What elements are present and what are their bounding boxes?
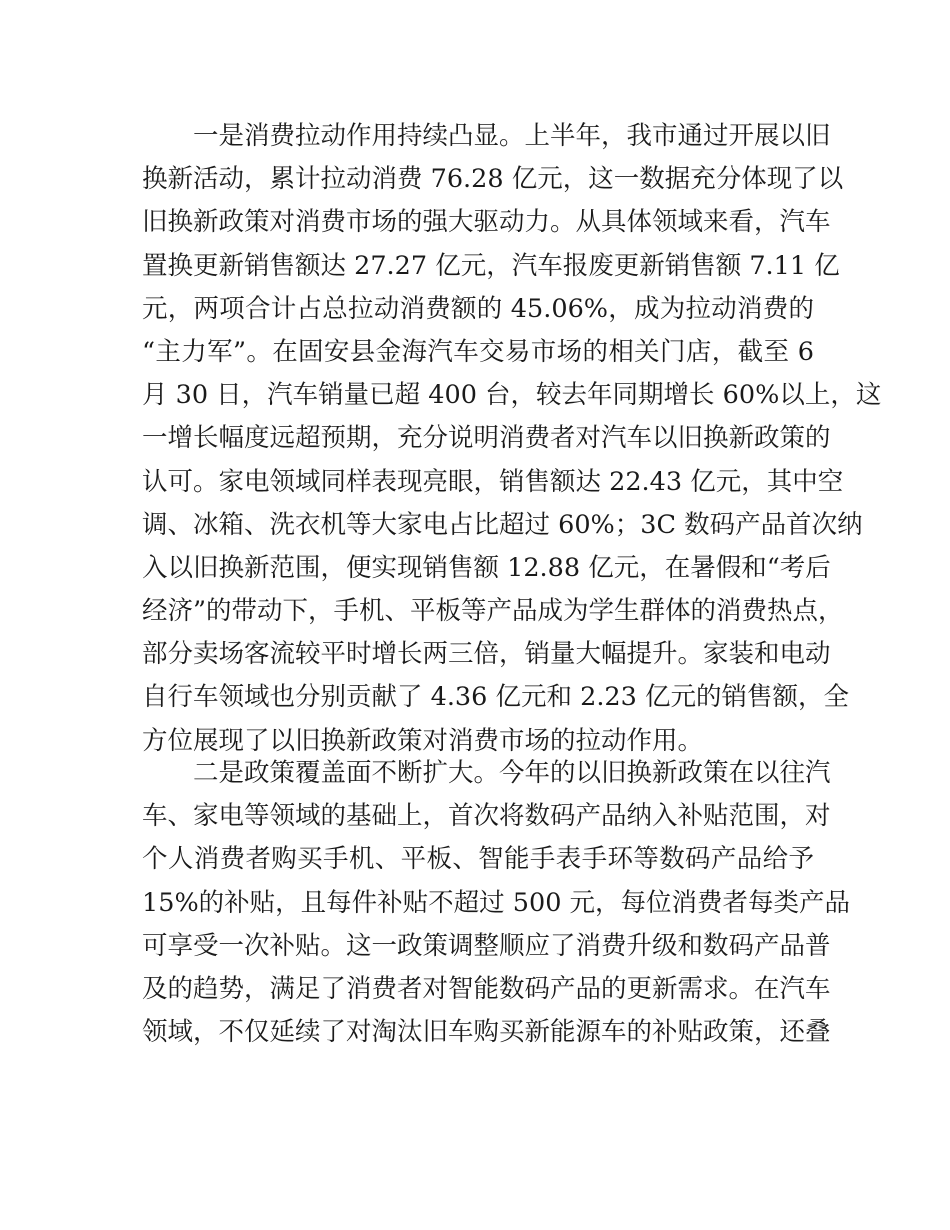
paragraph-line: 经济”的带动下，手机、平板等产品成为学生群体的消费热点， [142, 596, 844, 627]
paragraph-line: 15%的补贴，且每件补贴不超过 500 元，每位消费者每类产品 [142, 887, 851, 918]
paragraph-line: 调、冰箱、洗衣机等大家电占比超过 60%；3C 数码产品首次纳 [142, 509, 863, 540]
paragraph-line: 旧换新政策对消费市场的强大驱动力。从具体领域来看，汽车 [142, 207, 831, 238]
paragraph-line: 元，两项合计占总拉动消费额的 45.06%，成为拉动消费的 [142, 293, 814, 324]
paragraph-line: 一是消费拉动作用持续凸显。上半年，我市通过开展以旧 [142, 121, 831, 151]
paragraph-line: 置换更新销售额达 27.27 亿元，汽车报废更新销售额 7.11 亿 [142, 250, 840, 281]
paragraph-consumption-boost [142, 115, 882, 763]
paragraph-line: 二是政策覆盖面不断扩大。今年的以旧换新政策在以往汽 [142, 758, 831, 788]
paragraph-line: 入以旧换新范围，便实现销售额 12.88 亿元，在暑假和“考后 [142, 552, 831, 583]
paragraph-line: 认可。家电领域同样表现亮眼，销售额达 22.43 亿元，其中空 [142, 466, 844, 497]
paragraph-line: 个人消费者购买手机、平板、智能手表手环等数码产品给予 [142, 844, 814, 875]
paragraph-line: 可享受一次补贴。这一政策调整顺应了消费升级和数码产品普 [142, 930, 831, 961]
paragraph-line: 及的趋势，满足了消费者对智能数码产品的更新需求。在汽车 [142, 973, 831, 1004]
paragraph-line: “主力军”。在固安县金海汽车交易市场的相关门店，截至 6 [142, 336, 814, 367]
paragraph-line: 车、家电等领域的基础上，首次将数码产品纳入补贴范围，对 [142, 801, 831, 832]
paragraph-line: 领域，不仅延续了对淘汰旧车购买新能源车的补贴政策，还叠 [142, 1017, 831, 1048]
paragraph-line: 一增长幅度远超预期，充分说明消费者对汽车以旧换新政策的 [142, 423, 831, 454]
paragraph-line: 自行车领域也分别贡献了 4.36 亿元和 2.23 亿元的销售额，全 [142, 682, 849, 713]
paragraph-line: 换新活动，累计拉动消费 76.28 亿元，这一数据充分体现了以 [142, 164, 844, 195]
paragraph-line: 月 30 日，汽车销量已超 400 台，较去年同期增长 60%以上，这 [142, 380, 882, 411]
paragraph-line: 方位展现了以旧换新政策对消费市场的拉动作用。 [142, 725, 704, 756]
paragraph-policy-coverage [142, 752, 851, 1054]
paragraph-line: 部分卖场客流较平时增长两三倍，销量大幅提升。家装和电动 [142, 639, 831, 670]
